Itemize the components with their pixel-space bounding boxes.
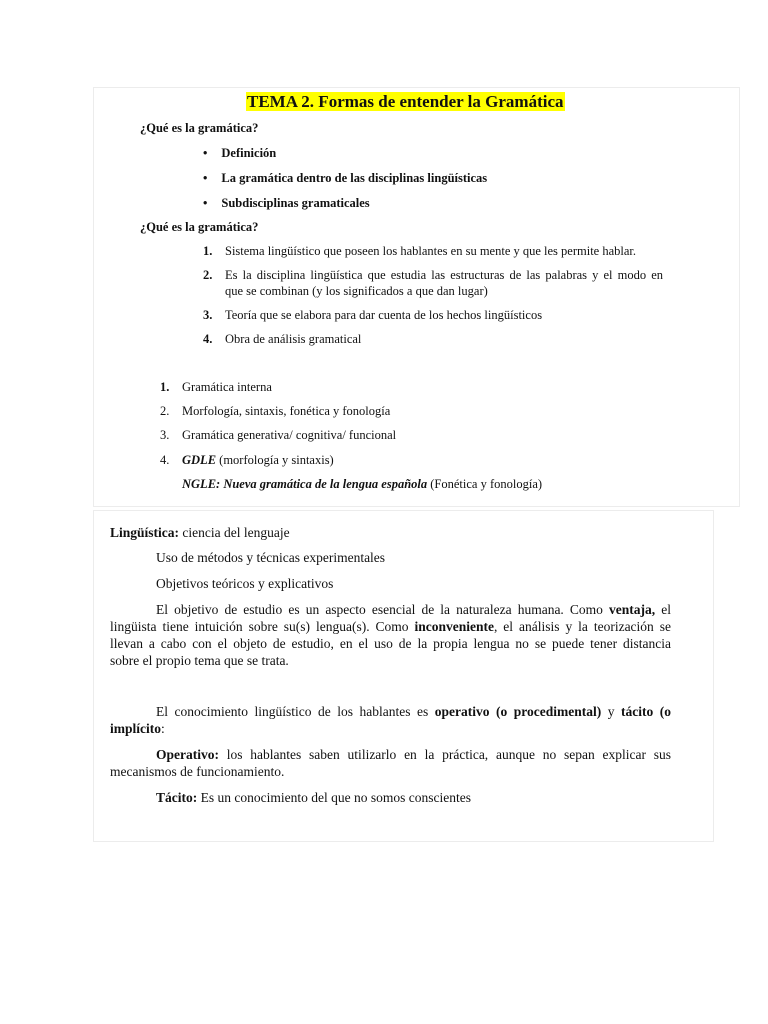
bullet-item: • La gramática dentro de las disciplinas lingüísticas [203, 171, 488, 185]
metodos-line: Uso de métodos y técnicas experimentales [156, 550, 386, 565]
paragraph-objetivo: El objetivo de estudio es un aspecto esencial de la naturaleza humana. Como ventaja, el lingüista tiene intuición sobre su(s) lengua(s). Como inconveniente, el análisis y la teorización se llevan a cabo con el objeto de estudio, en el uso de la propia lengua no se puede tener distancia sobre el propio tema que se trata. [110, 602, 671, 668]
bullet-item: • Definición [203, 146, 277, 160]
bullet-icon: • [203, 171, 208, 185]
list-item: 4. GDLE (morfología y sintaxis) [160, 453, 334, 467]
question-heading-1: ¿Qué es la gramática? [140, 121, 259, 135]
bullet-icon: • [203, 196, 208, 210]
paragraph-conocimiento: El conocimiento lingüístico de los hablantes es operativo (o procedimental) y tácito (o implícito: [110, 704, 671, 736]
bullet-item: • Subdisciplinas gramaticales [203, 196, 370, 210]
list-item: 4. Obra de análisis gramatical [203, 332, 362, 346]
list-item: 3. Teoría que se elabora para dar cuenta de los hechos lingüísticos [203, 308, 543, 322]
paragraph-tacito: Tácito: Es un conocimiento del que no somos conscientes [156, 790, 471, 805]
linguistica-line: Lingüística: ciencia del lenguaje [110, 525, 290, 540]
list-item: 1. Sistema lingüístico que poseen los hablantes en su mente y que les permite hablar. [203, 244, 637, 258]
page-title: TEMA 2. Formas de entender la Gramática [247, 92, 564, 111]
list-item: 1. Gramática interna [160, 380, 272, 394]
bullet-icon: • [203, 146, 208, 160]
ngle-line: NGLE: Nueva gramática de la lengua española (Fonética y fonología) [182, 477, 543, 491]
list-item: 3. Gramática generativa/ cognitiva/ funcional [160, 428, 397, 442]
paragraph-operativo: Operativo: los hablantes saben utilizarlo en la práctica, aunque no sepan explicar sus mecanismos de funcionamiento. [110, 747, 671, 779]
objetivos-line: Objetivos teóricos y explicativos [156, 576, 334, 591]
list-item: 2. Es la disciplina lingüística que estudia las estructuras de las palabras y el modo en que se combinan (y los significados a que dan lugar) [203, 268, 663, 298]
question-heading-2: ¿Qué es la gramática? [140, 220, 259, 234]
list-item: 2. Morfología, sintaxis, fonética y fonología [160, 404, 391, 418]
